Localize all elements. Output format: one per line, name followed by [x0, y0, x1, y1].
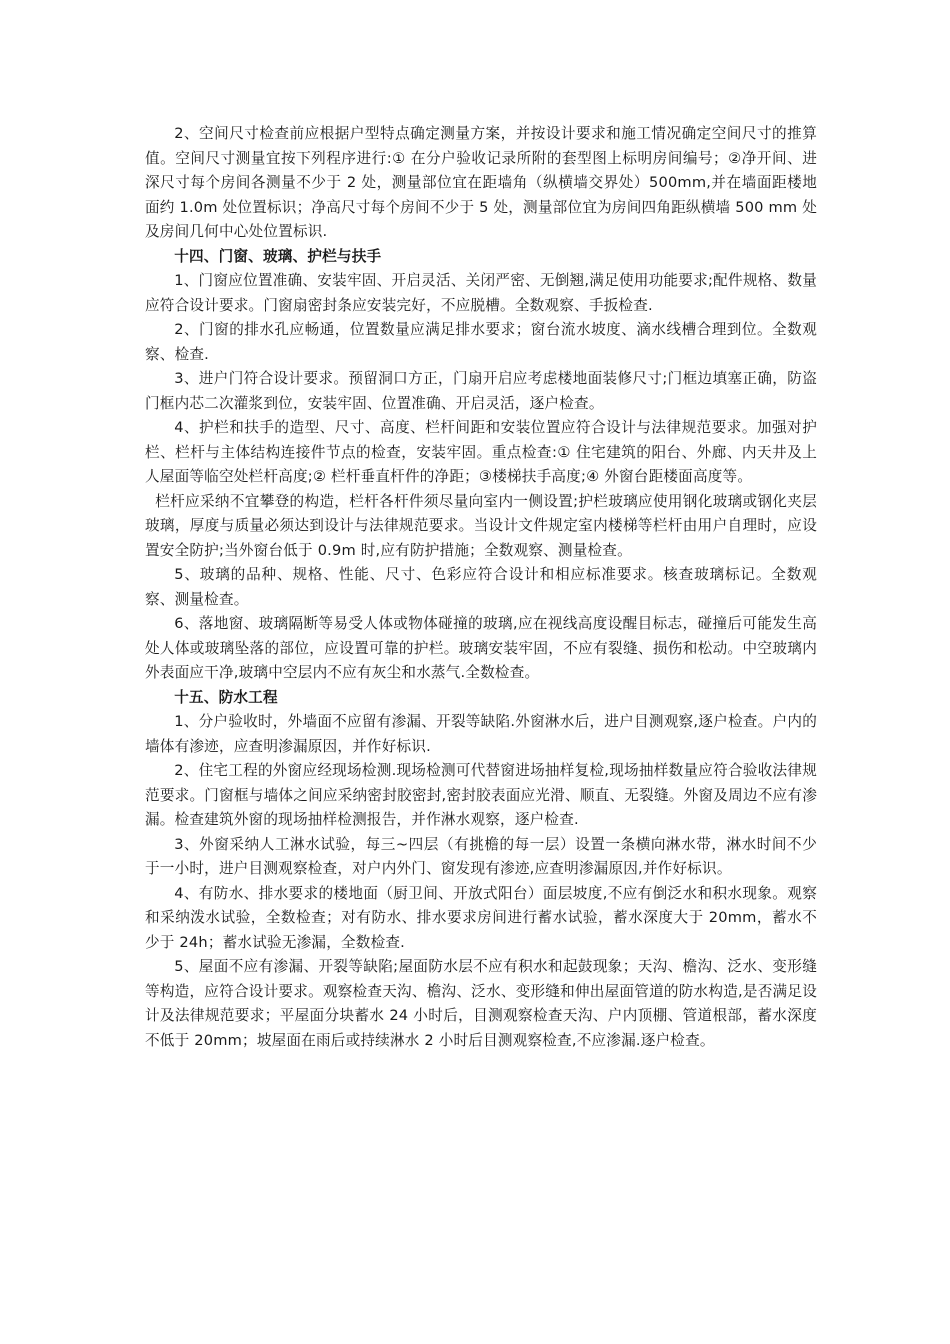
paragraph-14-4: 4、护栏和扶手的造型、尺寸、高度、栏杆间距和安装位置应符合设计与法律规范要求。加强对护栏、栏杆与主体结构连接件节点的检查，安装牢固。重点检查:① 住宅建筑的阳台、外廊、内天井及上人屋面等临空处栏杆高度;② 栏杆垂直杆件的净距；③楼梯扶手高度;④ 外窗台距楼面高度等。 [145, 419, 817, 485]
paragraph-14-2: 2、门窗的排水孔应畅通，位置数量应满足排水要求；窗台流水坡度、滴水线槽合理到位。全数观察、检查. [145, 321, 817, 363]
paragraph-15-1: 1、分户验收时，外墙面不应留有渗漏、开裂等缺陷.外窗淋水后，进户目测观察,逐户检查。户内的墙体有渗迹，应查明渗漏原因，并作好标识. [145, 713, 817, 755]
paragraph-15-5: 5、屋面不应有渗漏、开裂等缺陷;屋面防水层不应有积水和起鼓现象；天沟、檐沟、泛水、变形缝等构造，应符合设计要求。观察检查天沟、檐沟、泛水、变形缝和伸出屋面管道的防水构造,是否满足设计及法律规范要求；平屋面分块蓄水 24 小时后，目测观察检查天沟、户内顶棚、管道根部，蓄水深度不低于 20mm；坡屋面在雨后或持续淋水 2 小时后目测观察检查,不应渗漏.逐户检查。 [145, 958, 817, 1049]
paragraph-15-4: 4、有防水、排水要求的楼地面（厨卫间、开放式阳台）面层坡度,不应有倒泛水和积水现象。观察和采纳泼水试验，全数检查；对有防水、排水要求房间进行蓄水试验，蓄水深度大于 20mm，蓄水不少于 24h；蓄水试验无渗漏，全数检查. [145, 884, 817, 951]
paragraph-15-2: 2、住宅工程的外窗应经现场检测.现场检测可代替窗进场抽样复检,现场抽样数量应符合验收法律规范要求。门窗框与墙体之间应采纳密封胶密封,密封胶表面应光滑、顺直、无裂缝。外窗及周边不应有渗漏。检查建筑外窗的现场抽样检测报告，并作淋水观察，逐户检查. [145, 762, 817, 828]
paragraph-14-3: 3、进户门符合设计要求。预留洞口方正，门扇开启应考虑楼地面装修尺寸;门框边填塞正确，防盗门框内芯二次灌浆到位，安装牢固、位置准确、开启灵活，逐户检查。 [145, 370, 817, 412]
paragraph-space-measurement: 2、空间尺寸检查前应根据户型特点确定测量方案，并按设计要求和施工情况确定空间尺寸的推算值。空间尺寸测量宜按下列程序进行:① 在分户验收记录所附的套型图上标明房间编号；②净开间、进深尺寸每个房间各测量不少于 2 处，测量部位宜在距墙角（纵横墙交界处）500mm,并在墙面距楼地面约 1.0m 处位置标识；净高尺寸每个房间不少于 5 处，测量部位宜为房间四角距纵横墙 500 mm 处及房间几何中心处位置标识. [145, 125, 817, 240]
document-body [145, 122, 817, 1053]
paragraph-14-1: 1、门窗应位置准确、安装牢固、开启灵活、关闭严密、无倒翘,满足使用功能要求;配件规格、数量应符合设计要求。门窗扇密封条应安装完好，不应脱槽。全数观察、手扳检查. [145, 272, 817, 314]
paragraph-15-3: 3、外窗采纳人工淋水试验，每三~四层（有挑檐的每一层）设置一条横向淋水带，淋水时间不少于一小时，进户目测观察检查，对户内外门、窗发现有渗迹,应查明渗漏原因,并作好标识。 [145, 835, 817, 877]
paragraph-14-6: 6、落地窗、玻璃隔断等易受人体或物体碰撞的玻璃,应在视线高度设醒目标志，碰撞后可能发生高处人体或玻璃坠落的部位，应设置可靠的护栏。玻璃安装牢固，不应有裂缝、损伤和松动。中空玻璃内外表面应干净,玻璃中空层内不应有灰尘和水蒸气.全数检查。 [145, 615, 817, 681]
paragraph-14-4-continued: 栏杆应采纳不宜攀登的构造，栏杆各杆件须尽量向室内一侧设置;护栏玻璃应使用钢化玻璃或钢化夹层玻璃，厚度与质量必须达到设计与法律规范要求。当设计文件规定室内楼梯等栏杆由用户自理时，应设置安全防护;当外窗台低于 0.9m 时,应有防护措施；全数观察、测量检查。 [145, 492, 817, 559]
section-heading-15: 十五、防水工程 [174, 688, 278, 706]
section-heading-14: 十四、门窗、玻璃、护栏与扶手 [174, 247, 382, 265]
paragraph-14-5: 5、玻璃的品种、规格、性能、尺寸、色彩应符合设计和相应标准要求。核查玻璃标记。全数观察、测量检查。 [145, 566, 817, 608]
